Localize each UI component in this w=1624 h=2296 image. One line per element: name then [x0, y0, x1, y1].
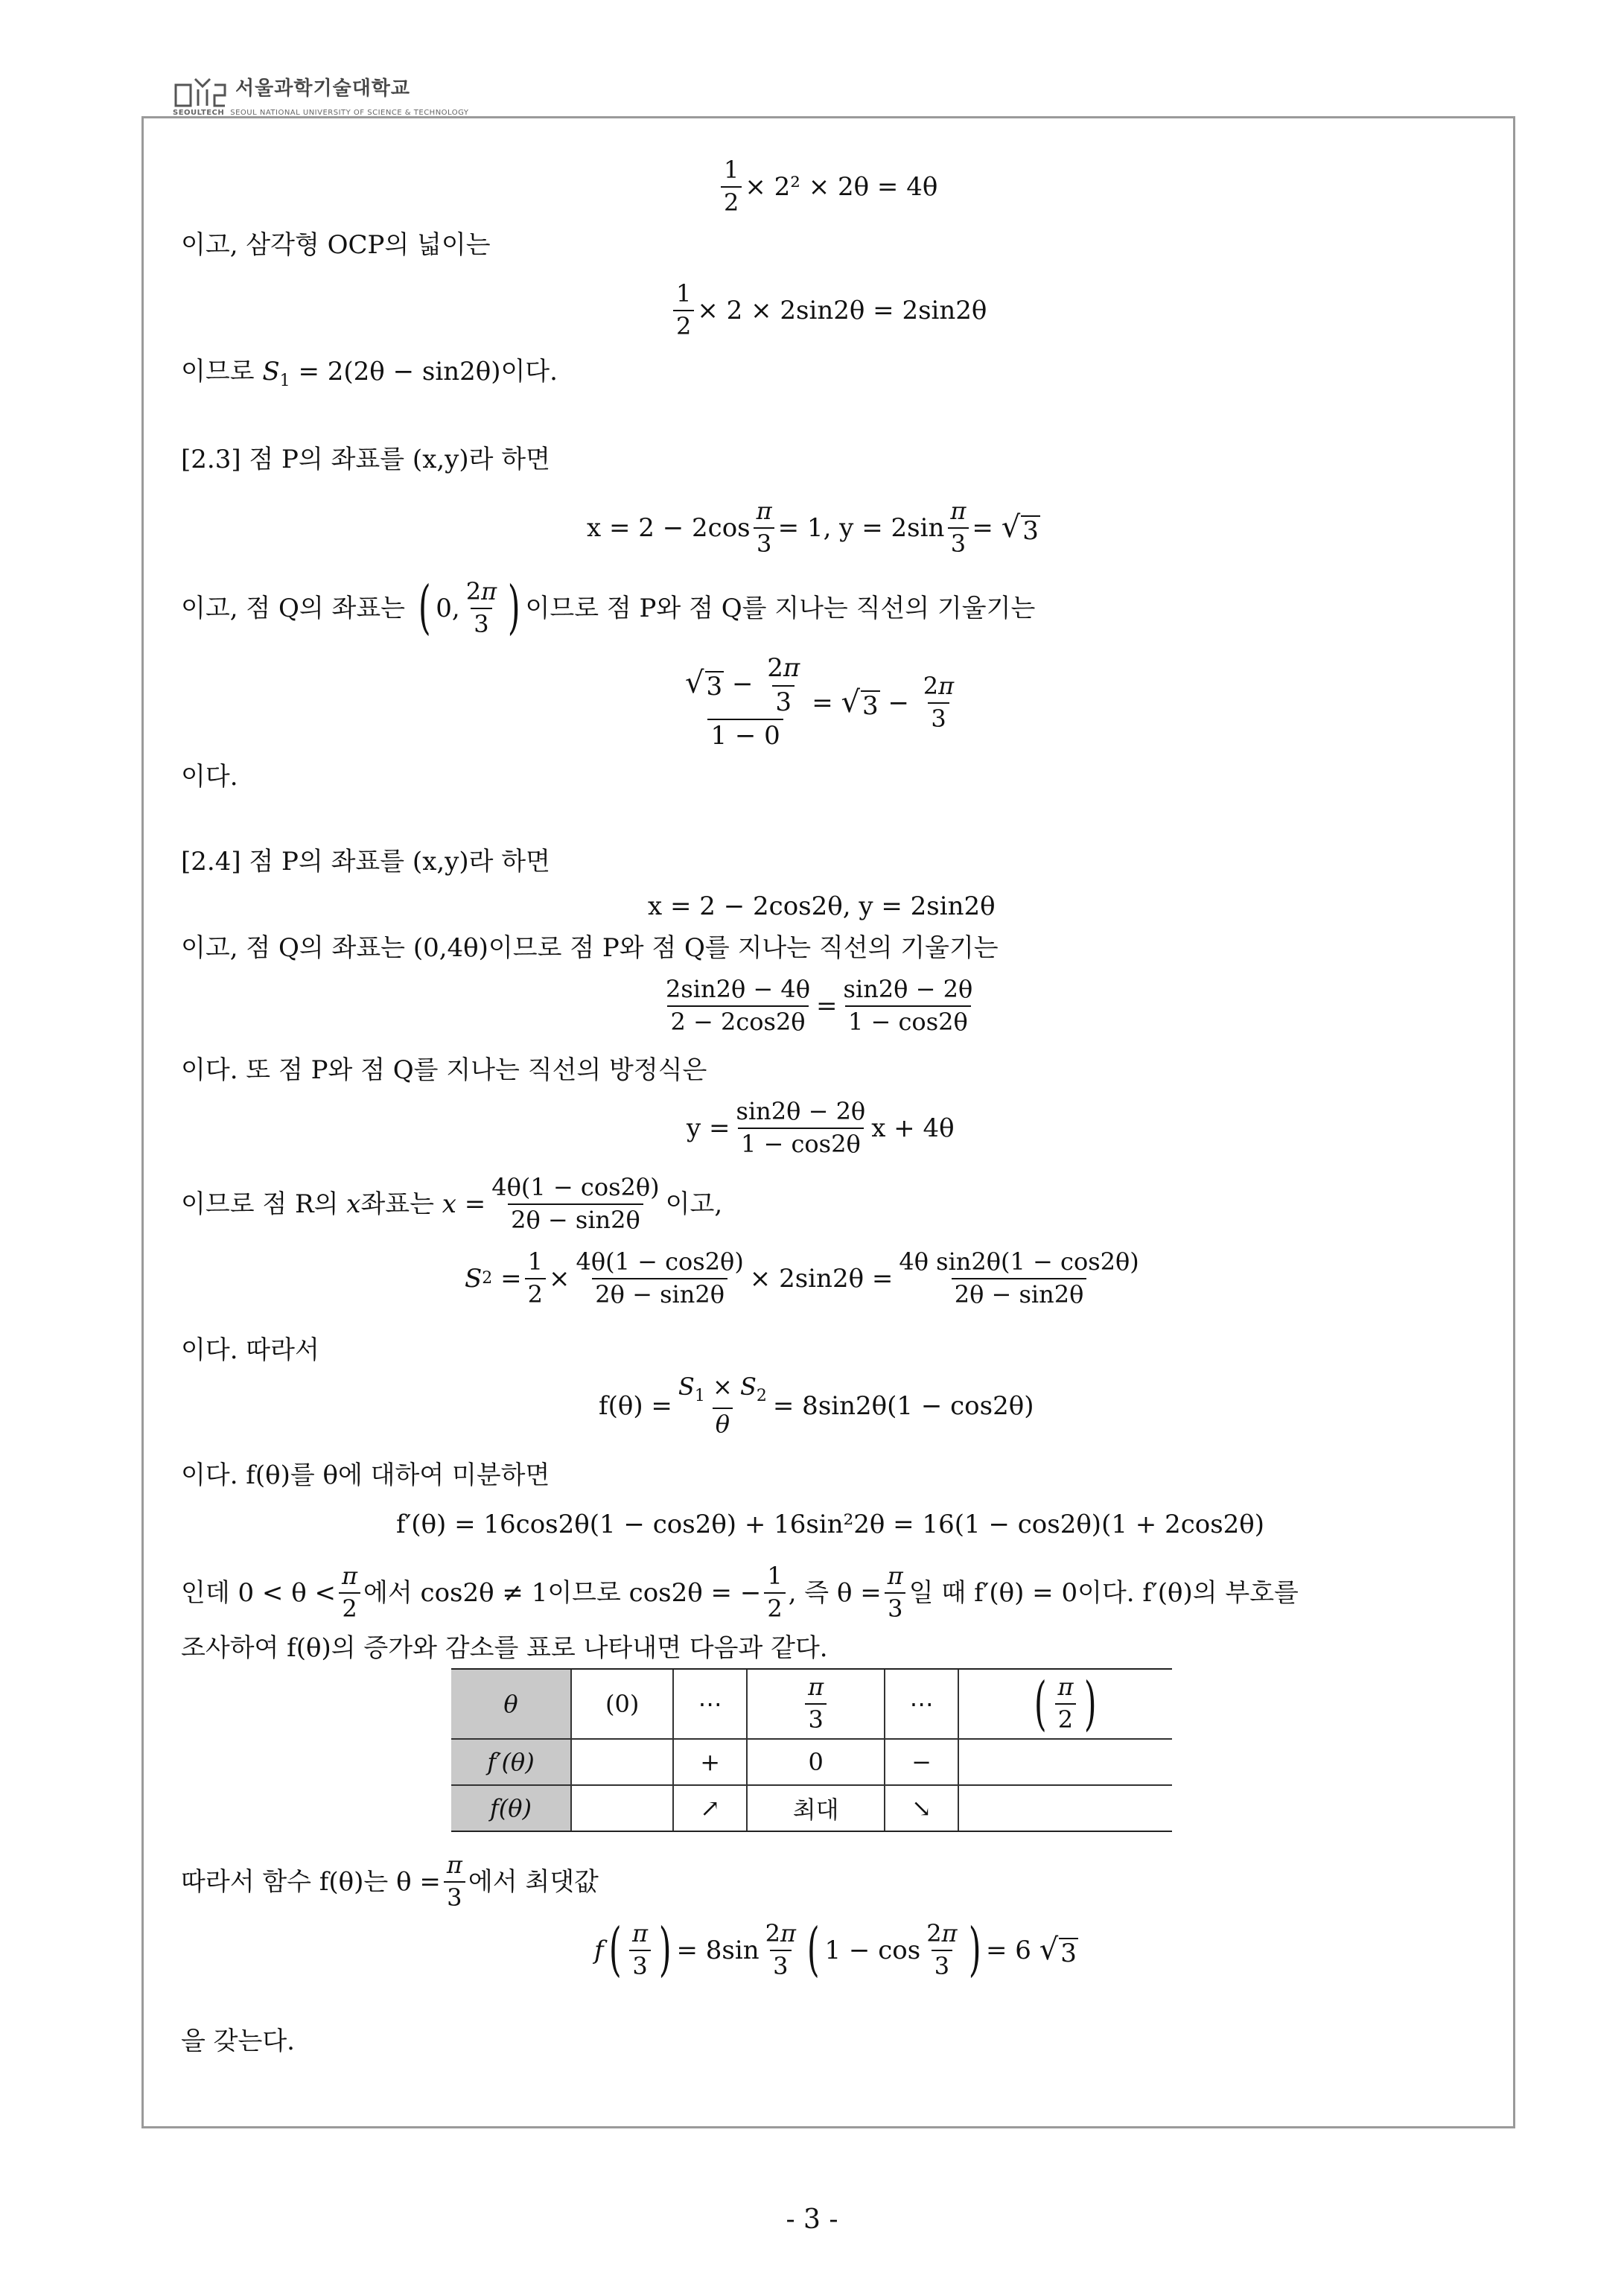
- text-line: 을 갖는다.: [181, 2026, 295, 2056]
- text-line: 조사하여 f(θ)의 증가와 감소를 표로 나타내면 다음과 같다.: [181, 1633, 828, 1663]
- equation-max-value: f ( $\frac{\pi}{3}$ ) = 8sin $\frac{2\pi}{3}$ ( 1 − cos $\frac{2\pi}{3}$ ) = 6 √ 3: [594, 1916, 1077, 1984]
- table-cell: ↗: [673, 1785, 747, 1831]
- table-cell: [958, 1739, 1172, 1785]
- equation-point-p-general: x = 2 − 2cos2θ, y = 2sin2θ: [648, 891, 996, 921]
- table-cell: [571, 1785, 673, 1831]
- table-cell: 0: [747, 1739, 885, 1785]
- table-cell-pi-2: ( $\frac{\pi}{2}$ ): [958, 1669, 1172, 1739]
- equation-derivative: f′(θ) = 16cos2θ(1 − cos2θ) + 16sin²2θ = 16(1 − cos2θ)(1 + 2cos2θ): [396, 1510, 1265, 1539]
- equation-slope-1: √ 3 − $\frac{2\pi}{3}$ 1 − 0 = √ 3 − $\frac{2\pi}{3}$: [685, 653, 955, 751]
- text-line-max: 따라서 함수 f(θ)는 θ = $\frac{\pi}{3}$ 에서 최댓값: [181, 1851, 599, 1912]
- section-2-3: [2.3] 점 P의 좌표를 (x,y)라 하면: [181, 445, 550, 474]
- university-name: 서울과학기술대학교: [235, 77, 411, 100]
- text-line-q: 이고, 점 Q의 좌표는 ( 0, $\frac{2\pi}{3}$ ) 이므로 점 P와 점 Q를 지나는 직선의 기울기는: [181, 574, 1036, 642]
- table-cell: f′(θ): [451, 1739, 571, 1785]
- table-cell: +: [673, 1739, 747, 1785]
- text-line: 이고, 점 Q의 좌표는 (0,4θ)이므로 점 P와 점 Q를 지나는 직선의 기울기는: [181, 933, 999, 963]
- table-cell: θ: [451, 1669, 571, 1739]
- equation-triangle-area: $\frac{1}{2}$ × 2² × 2θ = 4θ: [718, 158, 937, 215]
- text-line: 이고, 삼각형 OCP의 넓이는: [181, 230, 491, 260]
- table-cell: ↘: [885, 1785, 958, 1831]
- text-line: 이다.: [181, 762, 238, 792]
- table-cell: −: [885, 1739, 958, 1785]
- equation-f-theta: f(θ) = $\frac{S_1 \times S_2}{\theta}$ = 8sin2θ(1 − cos2θ): [599, 1373, 1034, 1439]
- sign-table: [451, 1668, 1172, 1832]
- table-row: [451, 1669, 1172, 1739]
- table-cell: ⋯: [673, 1669, 747, 1739]
- equation-line: y = $\frac{\sin 2\theta - 2\theta}{1 - \cos 2\theta}$ x + 4θ: [687, 1097, 955, 1158]
- table-cell: 최대: [747, 1785, 885, 1831]
- university-logo-icon: [173, 76, 228, 109]
- text-line-critical: 인데 0 < θ < $\frac{\pi}{2}$ 에서 cos2θ ≠ 1이므로 cos2θ = − $\frac{1}{2}$ , 즉 θ = $\frac{\pi}{3}$ 일 때 f′(θ) = 0이다. f′(θ)의 부호를: [181, 1562, 1299, 1623]
- equation-point-p: x = 2 − 2cos $\frac{\pi}{3}$ = 1, y = 2sin $\frac{\pi}{3}$ = √ 3: [587, 497, 1039, 558]
- text-line: 이다. 또 점 P와 점 Q를 지나는 직선의 방정식은: [181, 1055, 707, 1085]
- text-line: 이다. 따라서: [181, 1335, 319, 1365]
- table-row: [451, 1785, 1172, 1831]
- page-number: - 3 -: [786, 2204, 838, 2235]
- table-row: [451, 1739, 1172, 1785]
- table-cell: f(θ): [451, 1785, 571, 1831]
- university-subtitle: SEOULTECH SEOUL NATIONAL UNIVERSITY OF SCIENCE & TECHNOLOGY: [173, 109, 469, 117]
- equation-ocp-area: $\frac{1}{2}$ × 2 × 2sin2θ = 2sin2θ: [670, 282, 987, 339]
- table-cell: (0): [571, 1669, 673, 1739]
- section-2-4: [2.4] 점 P의 좌표를 (x,y)라 하면: [181, 847, 550, 877]
- page-header: [173, 73, 649, 119]
- table-cell-pi-3: $\frac{\pi}{3}$: [747, 1669, 885, 1739]
- text-line-s1: 이므로 $S_1 = 2(2\theta - \sin 2\theta)$이다.: [181, 357, 558, 390]
- equation-slope-2: $\frac{2\sin 2\theta - 4\theta}{2 - 2\cos 2\theta}$ = $\frac{\sin 2\theta - 2\theta}{1 - \cos 2\theta}$: [666, 975, 973, 1036]
- text-line-r: 이므로 점 R의 x 좌표는 x = $\frac{4\theta(1 - \cos 2\theta)}{2\theta - \sin 2\theta}$ 이고,: [181, 1173, 723, 1234]
- equation-s2: S 2 = $\frac{1}{2}$ × $\frac{4\theta(1 - \cos 2\theta)}{2\theta - \sin 2\theta}$ × 2sin2θ = $\frac{\text{4θ sin2θ(1 − cos2θ)}}{2\theta - \sin 2\theta}$: [465, 1247, 1139, 1308]
- table-cell: ⋯: [885, 1669, 958, 1739]
- text-line: 이다. f(θ)를 θ에 대하여 미분하면: [181, 1460, 550, 1490]
- table-cell: [958, 1785, 1172, 1831]
- table-cell: [571, 1739, 673, 1785]
